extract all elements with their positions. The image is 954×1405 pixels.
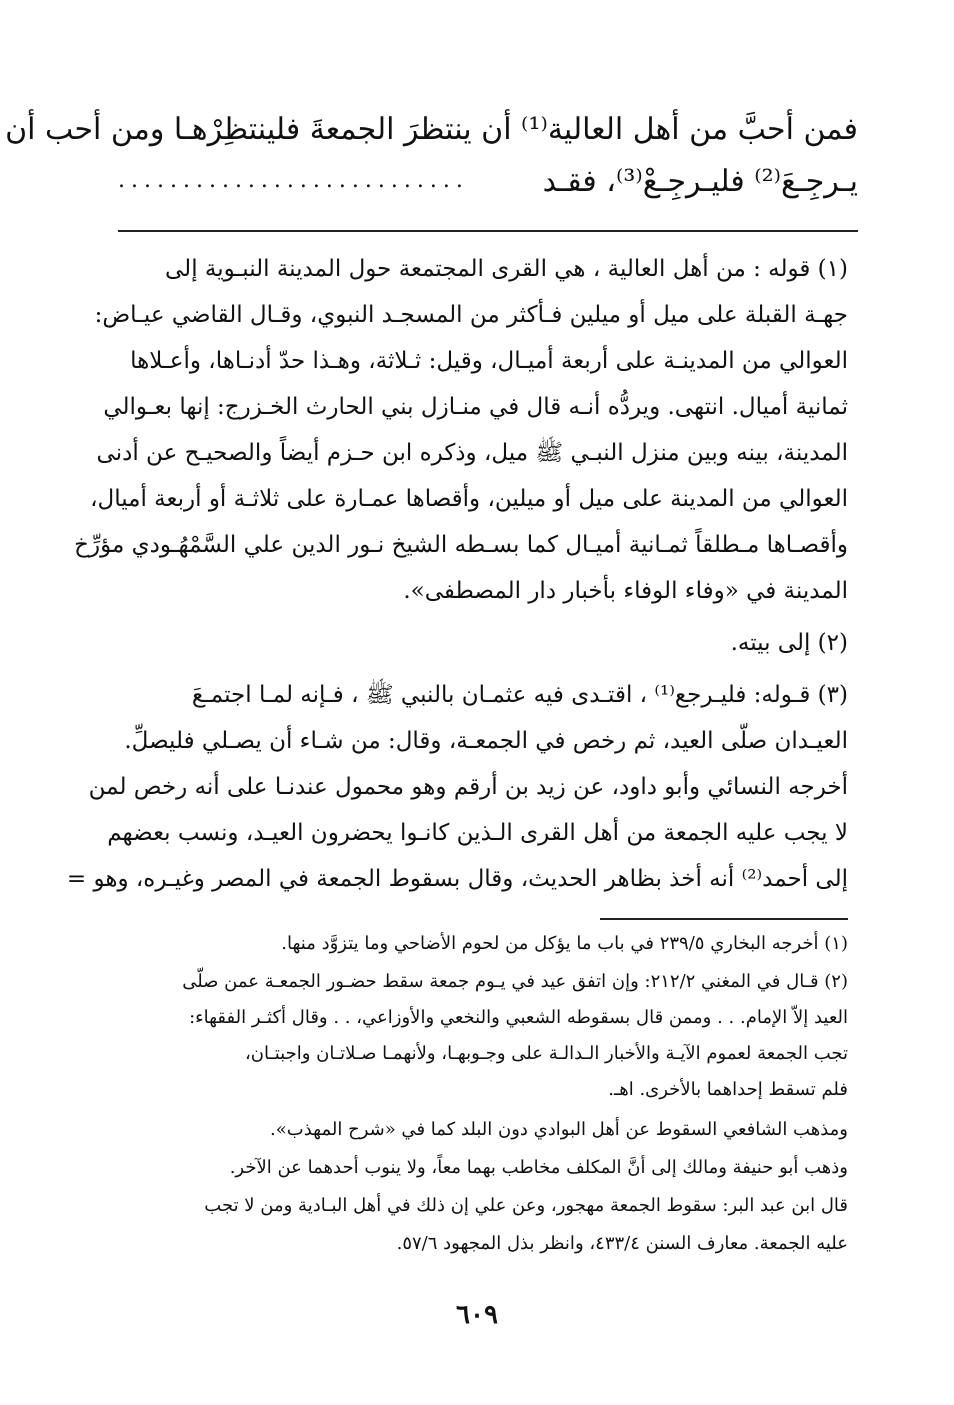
note-line: ثمانية أميال. انتهى. ويردُّه أنـه قال في منـازل بني الحارث الخـزرج: إنها بعـوالي bbox=[103, 394, 848, 420]
main-text-line-2: يـرجِـعَ⁽²⁾ فليـرجِـعْ⁽³⁾، فقـد bbox=[542, 164, 858, 199]
footnote-line: قال ابن عبد البر: سقوط الجمعة مهجور، وعن علي إن ذلك في أهل البـادية ومن لا تجب bbox=[204, 1195, 848, 1216]
note-line: المدينة في «وفاء الوفاء بأخبار دار المصطفى». bbox=[403, 578, 848, 604]
footnote-line: العيد إلاّ الإمام. . . وممن قال بسقوطه الشعبي والنخعي والأوزاعي، . . وقال أكثـر الفقهاء: bbox=[189, 1007, 848, 1028]
continuation-dots: ........................... bbox=[118, 168, 469, 193]
footnote-line: وذهب أبو حنيفة ومالك إلى أنَّ المكلف مخاطب بهما معاً، ولا ينوب أحدهما عن الآخر. bbox=[229, 1157, 848, 1178]
note-line: أخرجه النسائي وأبو داود، عن زيد بن أرقم وهو محمول عندنـا على أنه رخص لمن bbox=[88, 774, 848, 800]
note-line: (٣) قـوله: فليـرجع⁽¹⁾ ، اقتـدى فيه عثمـان بالنبي ﷺ ، فـإنه لمـا اجتمـعَ bbox=[191, 682, 848, 708]
note-line: (٢) إلى بيته. bbox=[730, 630, 848, 656]
footnote-line: فلم تسقط إحداهما بالأخرى. اهـ. bbox=[608, 1079, 848, 1100]
main-text-line-1: فمن أحبَّ من أهل العالية⁽¹⁾ أن ينتظرَ الجمعةَ فلينتظِرْهـا ومن أحب أن bbox=[5, 112, 858, 147]
note-line: لا يجب عليه الجمعة من أهل القرى الـذين كانـوا يحضرون العيـد، ونسب بعضهم bbox=[107, 820, 848, 846]
footnote-line: ومذهب الشافعي السقوط عن أهل البوادي دون البلد كما في «شرح المهذب». bbox=[270, 1119, 848, 1140]
note-line: العوالي من المدينـة على أربعة أميـال، وقيل: ثـلاثة، وهـذا حدّ أدنـاها، وأعـلاها bbox=[130, 348, 848, 374]
footnote-line: (١) أخرجه البخاري ٢٣٩/٥ في باب ما يؤكل من لحوم الأضاحي وما يتزوَّد منها. bbox=[281, 933, 848, 954]
footnote-line: عليه الجمعة. معارف السنن ٤٣٣/٤، وانظر بذل المجهود ٥٧/٦. bbox=[396, 1233, 848, 1254]
footnote-rule bbox=[600, 918, 848, 920]
footnote-line: تجب الجمعة لعموم الآيـة والأخبار الـدالـة على وجـوبهـا، ولأنهمـا صـلاتـان واجبتـان، bbox=[244, 1043, 848, 1064]
note-line: جهـة القبلة على ميل أو ميلين فـأكثر من المسجـد النبوي، وقـال القاضي عيـاض: bbox=[94, 302, 848, 328]
note-line: (١) قوله : من أهل العالية ، هي القرى المجتمعة حول المدينة النبـوية إلى bbox=[165, 256, 848, 282]
note-line: العوالي من المدينة على ميل أو ميلين، وأقصاها عمـارة على ثلاثـة أو أربعة أميال، bbox=[90, 486, 848, 512]
note-line: إلى أحمد⁽²⁾ أنه أخذ بظاهر الحديث، وقال بسقوط الجمعة في المصر وغيـره، وهو = bbox=[66, 866, 848, 892]
note-line: المدينة، بينه وبين منزل النبـي ﷺ ميل، وذكره ابن حـزم أيضاً والصحيـح عن أدنى bbox=[96, 440, 848, 466]
note-line: وأقصـاها مـطلقاً ثمـانية أميـال كما بسـطه الشيخ نـور الدين علي السَّمْهُـودي مؤرِّخ bbox=[74, 532, 848, 558]
page-number: ٦٠٩ bbox=[456, 1300, 498, 1330]
note-line: العيـدان صلّى العيد، ثم رخص في الجمعـة، وقال: من شـاء أن يصـلي فليصلِّ. bbox=[124, 728, 848, 754]
separator-rule bbox=[118, 230, 858, 232]
footnote-line: (٢) قـال في المغني ٢١٢/٢: وإن اتفق عيد في يـوم جمعة سقط حضـور الجمعـة عمن صلّى bbox=[182, 971, 848, 992]
